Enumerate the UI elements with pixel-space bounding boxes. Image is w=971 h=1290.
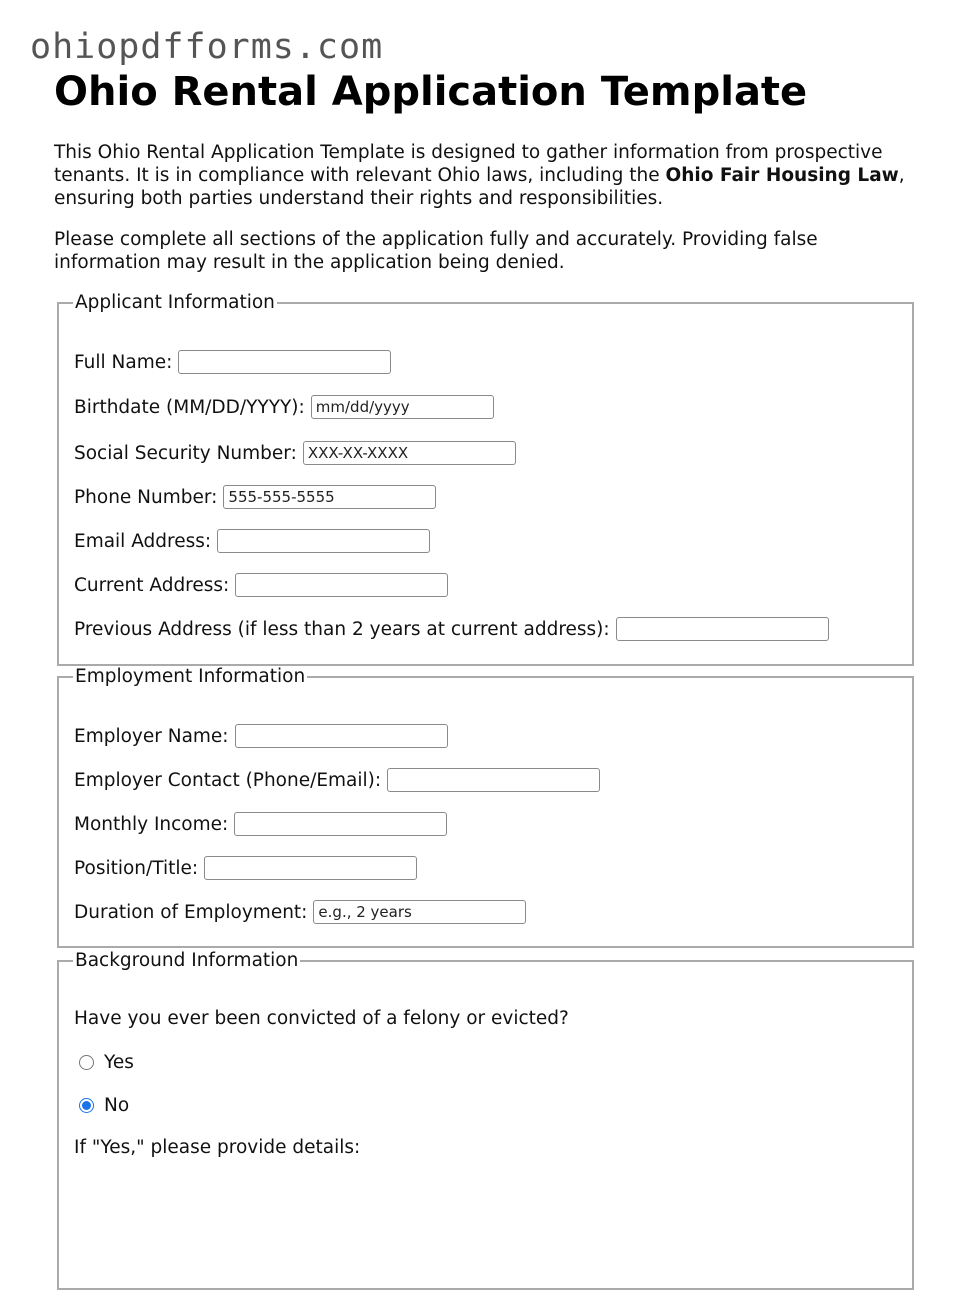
monthly-income-input[interactable] [234, 812, 447, 836]
duration-input[interactable] [313, 900, 526, 924]
applicant-info-legend: Applicant Information [75, 292, 275, 313]
employer-name-label: Employer Name: [74, 725, 229, 747]
previous-address-input[interactable] [616, 617, 829, 641]
site-watermark: ohiopdfforms.com [30, 27, 384, 67]
monthly-income-label: Monthly Income: [74, 813, 229, 835]
employer-name-input[interactable] [235, 724, 448, 748]
current-address-label: Current Address: [74, 574, 230, 596]
current-address-input[interactable] [235, 573, 448, 597]
employer-contact-label: Employer Contact (Phone/Email): [74, 769, 382, 791]
felony-yes-radio[interactable] [79, 1055, 94, 1070]
phone-label: Phone Number: [74, 486, 218, 508]
employment-info-legend: Employment Information [75, 666, 306, 687]
email-row [74, 529, 430, 553]
background-info-section [57, 950, 914, 1290]
ssn-input[interactable] [303, 441, 516, 465]
page-title: Ohio Rental Application Template [54, 69, 808, 115]
background-info-legend: Background Information [75, 950, 299, 971]
position-input[interactable] [204, 856, 417, 880]
felony-no-radio[interactable] [79, 1098, 94, 1113]
applicant-info-section [57, 292, 914, 666]
birthdate-input[interactable] [311, 395, 494, 419]
ssn-label: Social Security Number: [74, 442, 297, 464]
phone-input[interactable] [223, 485, 436, 509]
current-address-row [74, 573, 448, 597]
felony-yes-label: Yes [104, 1052, 134, 1073]
option-yes-row [79, 1052, 134, 1073]
employer-contact-row [74, 768, 600, 792]
previous-address-label: Previous Address (if less than 2 years at current address): [74, 618, 610, 640]
previous-address-row [74, 617, 829, 641]
instructions-paragraph: Please complete all sections of the application fully and accurately. Providing false information may result in the application being denied. [54, 229, 818, 273]
intro-paragraph [54, 141, 924, 210]
felony-no-label: No [104, 1095, 130, 1116]
duration-label: Duration of Employment: [74, 901, 308, 923]
birthdate-row [74, 395, 494, 419]
employer-contact-input[interactable] [387, 768, 600, 792]
intro-text-start: This Ohio Rental Application Template is designed to gather information from prospective tenants. It is in compliance with relevant Ohio laws, including the [54, 142, 883, 186]
email-label: Email Address: [74, 530, 212, 552]
monthly-income-row [74, 812, 447, 836]
ssn-row [74, 441, 516, 465]
email-input[interactable] [217, 529, 430, 553]
birthdate-label: Birthdate (MM/DD/YYYY): [74, 396, 305, 418]
employment-info-section [57, 666, 914, 948]
full-name-input[interactable] [178, 350, 391, 374]
felony-question: Have you ever been convicted of a felony or evicted? [74, 1008, 569, 1029]
details-label: If "Yes," please provide details: [74, 1137, 361, 1158]
intro-text-end: , ensuring both parties understand their rights and responsibilities. [54, 165, 905, 209]
position-label: Position/Title: [74, 857, 199, 879]
intro-law-name: Ohio Fair Housing Law [665, 165, 899, 186]
full-name-row [74, 350, 391, 374]
employer-name-row [74, 724, 448, 748]
full-name-label: Full Name: [74, 351, 173, 373]
position-row [74, 856, 417, 880]
phone-row [74, 485, 436, 509]
option-no-row [79, 1095, 129, 1116]
duration-row [74, 900, 526, 924]
